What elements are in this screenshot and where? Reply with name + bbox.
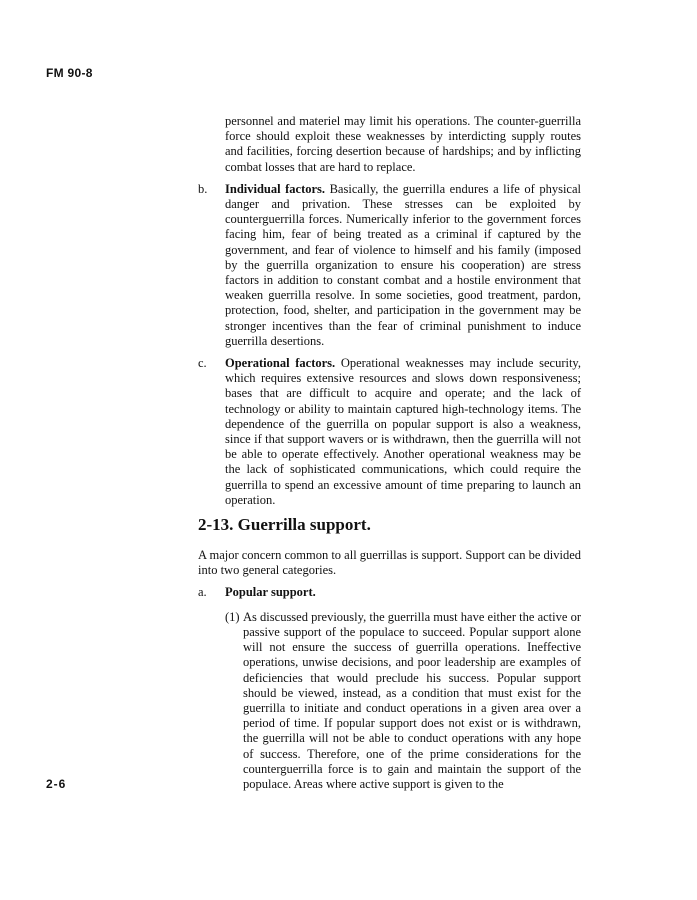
item-lead: Operational factors. <box>225 356 336 371</box>
item-marker: b. <box>198 181 208 196</box>
item-marker: c. <box>198 356 207 371</box>
subsection-title: Popular support. <box>225 585 316 600</box>
item-content <box>225 356 581 508</box>
section-intro: A major concern common to all guerrillas is support. Support can be divided into two general categories. <box>198 548 581 578</box>
subsection-heading <box>198 585 581 600</box>
item-text: Operational weaknesses may include security, which requires extensive resources and slows down responsiveness; bases that are difficult to acquire and operate; and the lack of technology or ability to maintain captured high-technology items. The dependence of the guerrilla on popular support is also a weakness, since if that support wavers or is withdrawn, then the guerrilla will not be able to operate effectively. Another operational weakness may be the lack of sophisticated communications, which could require the guerrilla to spend an excessive amount of time preparing to launch an operation. <box>225 356 581 507</box>
paragraph-text: As discussed previously, the guerrilla must have either the active or passive support of the populace to succeed. Popular support alone will not ensure the success of guerrilla operations. Ineffective operations, unwise decisions, and poor leadership are examples of deficiencies that would preclude his success. Popular support should be viewed, instead, as a condition that must exist for the guerrilla to initiate and conduct operations in a given area over a period of time. If popular support does not exist or is withdrawn, the guerrilla will not be able to conduct operations with any hope of success. Therefore, one of the prime considerations for the counterguerrilla force is to gain and maintain the support of the populace. Areas where active support is given to the <box>243 609 581 791</box>
running-head: FM 90-8 <box>46 66 93 80</box>
paragraph-marker: (1) <box>225 609 240 624</box>
item-lead: Individual factors. <box>225 181 326 196</box>
subsection-paragraph <box>198 610 581 792</box>
subsection-marker: a. <box>198 585 207 600</box>
body-text <box>198 114 581 792</box>
item-individual-factors <box>198 182 581 349</box>
item-text: Basically, the guerrilla endures a life of physical danger and privation. These stresses can be exploited by counterguerrilla forces. Numerically inferior to the government forces facing him, fear of being treated as a criminal if captured by the government, and fear of violence to himself and his family (imposed by the guerrilla organization to ensure his cooperation) are stress factors in addition to constant combat and a hostile environment that weaken guerrilla resolve. In some societies, good treatment, pardon, protection, food, shelter, and participation in the government may be stronger incentives than the fear of criminal punishment to induce guerrilla desertions. <box>225 181 581 348</box>
item-operational-factors <box>198 356 581 508</box>
continuation-paragraph: personnel and materiel may limit his operations. The counter-guerrilla force should exploit these weaknesses by interdicting supply routes and facilities, forcing desertion because of hardships; and by inflicting combat losses that are hard to replace. <box>225 114 581 174</box>
section-heading: 2-13. Guerrilla support. <box>198 515 371 535</box>
item-content <box>225 182 581 349</box>
page-number: 2-6 <box>46 777 67 791</box>
